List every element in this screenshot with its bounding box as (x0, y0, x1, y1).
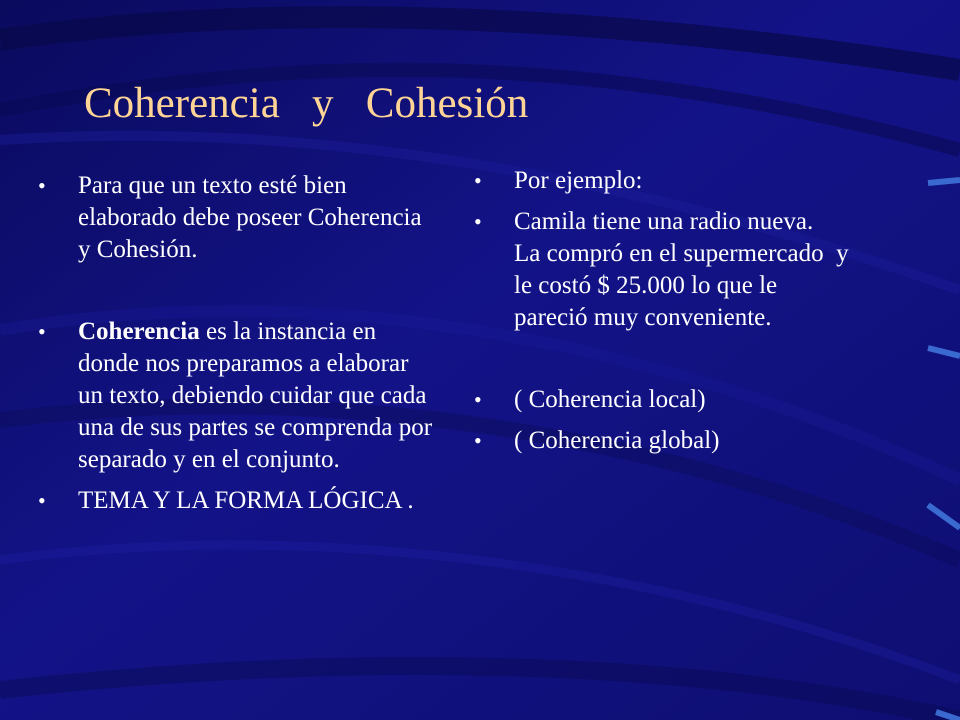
bullet-icon: • (38, 488, 46, 513)
list-item (38, 316, 438, 476)
list-item (474, 425, 854, 457)
list-item (474, 384, 854, 416)
bullet-icon: • (38, 319, 46, 344)
list-spacer (474, 334, 854, 384)
bullet-icon: • (474, 428, 482, 453)
left-bullet-list (38, 170, 438, 517)
list-item (38, 485, 438, 517)
slide-title: Coherencia y Cohesión (84, 80, 529, 127)
bullet-icon: • (38, 173, 46, 198)
bullet-text: es la instancia en donde nos preparamos a elaborar un texto, debiendo cuidar que cada una de sus partes se comprenda por separado y en el conjunto. (78, 318, 433, 473)
bullet-icon: • (474, 168, 482, 193)
bullet-icon: • (474, 387, 482, 412)
bullet-text: Camila tiene una radio nueva. La compró en el supermercado y le costó $ 25.000 lo que le pareció muy conveniente. (514, 208, 855, 331)
bullet-text: ( Coherencia global) (514, 427, 720, 454)
bullet-text: Por ejemplo: (514, 167, 643, 194)
list-item (474, 165, 854, 197)
list-spacer (38, 266, 438, 316)
bullet-text: ( Coherencia local) (514, 386, 706, 413)
bullet-text: Para que un texto esté bien elaborado debe poseer Coherencia y Cohesión. (78, 172, 422, 263)
bullet-icon: • (474, 209, 482, 234)
bullet-text: TEMA Y LA FORMA LÓGICA . (78, 487, 414, 514)
bold-term: Coherencia (78, 318, 200, 345)
list-item (38, 170, 438, 266)
right-bullet-list (474, 165, 854, 457)
list-item (474, 206, 854, 334)
